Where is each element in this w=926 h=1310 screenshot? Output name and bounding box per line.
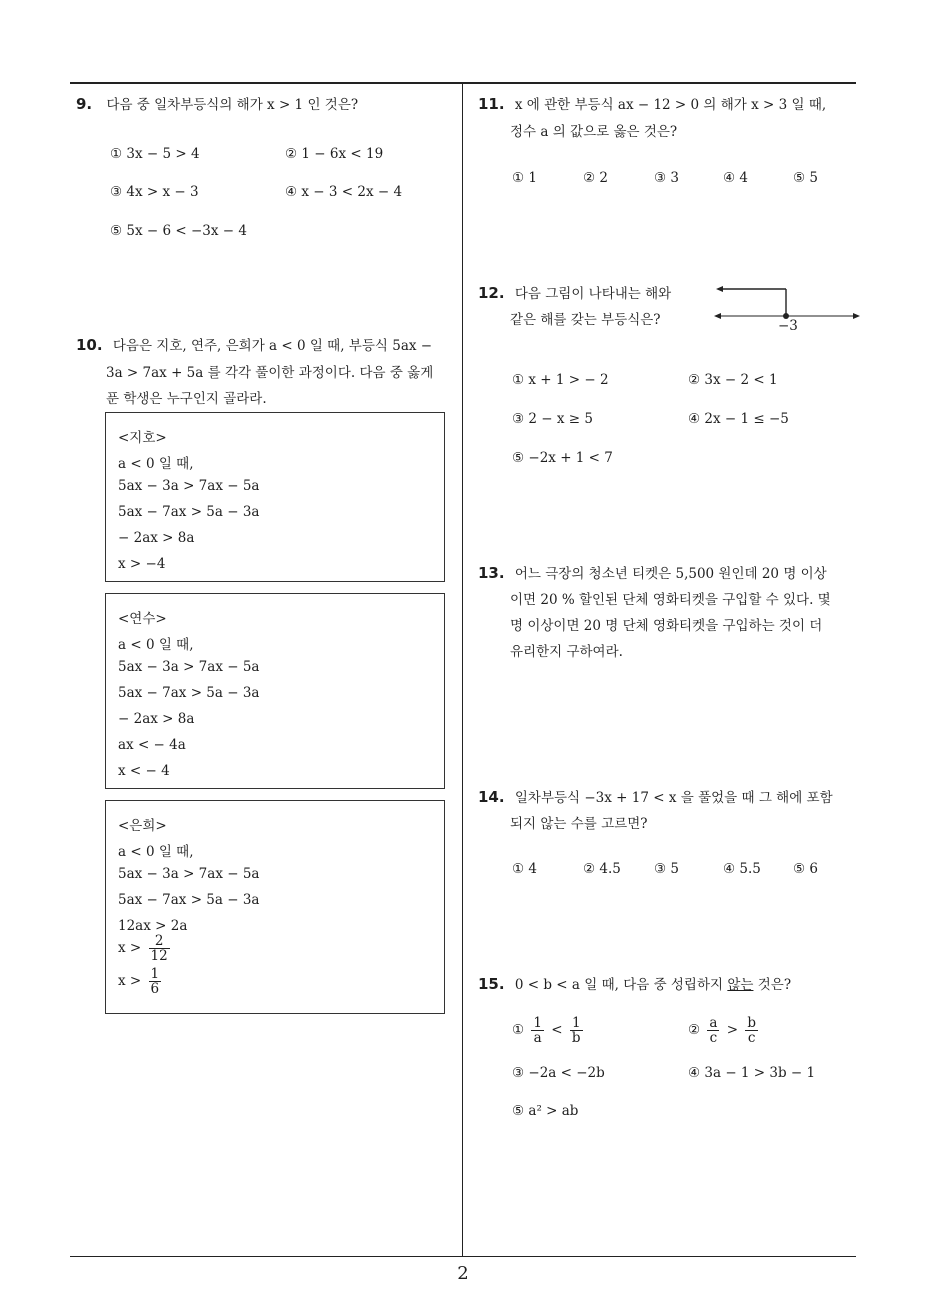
box-line: x > −4 [118,556,166,572]
option-4[interactable]: ④ 3a − 1 > 3b − 1 [688,1065,816,1081]
option-4[interactable]: ④ 5.5 [723,861,761,877]
question-text-line: 다음 그림이 나타내는 해와 [514,286,672,302]
option-3[interactable]: ③ −2a < −2b [512,1065,605,1081]
option-1[interactable]: ① x + 1 > − 2 [512,372,609,388]
box-line: a < 0 일 때, [118,456,194,472]
box-line: x < − 4 [118,763,170,779]
question-text-line: 유리한지 구하여라. [510,644,623,660]
box-fraction-line: x > $\frac{2}{12}$ [118,933,168,965]
box-line: 5ax − 7ax > 5a − 3a [118,685,260,701]
question-text: 다음 중 일차부등식의 해가 x > 1 인 것은? [106,97,359,113]
question-text-line: 어느 극장의 청소년 티켓은 5,500 원인데 20 명 이상 [514,566,827,582]
box-fraction-line: x > $\frac{1}{6}$ [118,966,160,998]
option-4[interactable]: ④ 2x − 1 ≤ −5 [688,411,789,427]
solution-box-eunhee [105,800,445,1014]
page-number: 2 [457,1263,469,1284]
box-line: 5ax − 3a > 7ax − 5a [118,866,260,882]
question-text-line: 다음은 지호, 연주, 은희가 a < 0 일 때, 부등식 5ax − [112,338,433,354]
box-line: a < 0 일 때, [118,637,194,653]
question-number: 12. [478,284,505,302]
question-text-line: 같은 해를 갖는 부등식은? [510,312,661,328]
option-5[interactable]: ⑤ a² > ab [512,1103,579,1119]
question-text-line: 되지 않는 수를 고르면? [510,816,648,832]
box-title: <은희> [118,818,167,834]
question-text-line: 푼 학생은 누구인지 골라라. [106,391,267,407]
question-text: 0 < b < a 일 때, 다음 중 성립하지 않는 것은? [514,977,792,993]
question-text-line: 3a > 7ax + 5a 를 각각 풀이한 과정이다. 다음 중 옳게 [106,365,434,381]
option-2[interactable]: ② 3x − 2 < 1 [688,372,778,388]
box-line: − 2ax > 8a [118,711,195,727]
option-1[interactable]: ① 3x − 5 > 4 [110,146,200,162]
option-2[interactable]: ② 2 [583,170,608,186]
option-2[interactable]: ② $\frac{a}{c}$ > $\frac{b}{c}$ [688,1015,757,1047]
option-3[interactable]: ③ 3 [654,170,679,186]
question-number: 10. [76,336,103,354]
question-number: 15. [478,975,505,993]
bottom-rule [70,1256,856,1257]
option-4[interactable]: ④ x − 3 < 2x − 4 [285,184,403,200]
box-line: 5ax − 7ax > 5a − 3a [118,504,260,520]
number-line-label: −3 [778,318,798,334]
box-line: − 2ax > 8a [118,530,195,546]
box-line: 5ax − 3a > 7ax − 5a [118,478,260,494]
option-1[interactable]: ① 1 [512,170,537,186]
question-number: 9. [76,95,93,113]
question-number: 14. [478,788,505,806]
option-2[interactable]: ② 1 − 6x < 19 [285,146,384,162]
option-5[interactable]: ⑤ −2x + 1 < 7 [512,450,613,466]
option-5[interactable]: ⑤ 6 [793,861,818,877]
option-4[interactable]: ④ 4 [723,170,748,186]
solution-box-jiho [105,412,445,582]
question-number: 11. [478,95,505,113]
option-5[interactable]: ⑤ 5 [793,170,818,186]
column-divider [462,84,463,1257]
option-1[interactable]: ① $\frac{1}{a}$ < $\frac{1}{b}$ [512,1015,581,1047]
question-text-line: x 에 관한 부등식 ax − 12 > 0 의 해가 x > 3 일 때, [514,97,827,113]
option-5[interactable]: ⑤ 5x − 6 < −3x − 4 [110,223,247,239]
box-line: 5ax − 3a > 7ax − 5a [118,659,260,675]
box-line: a < 0 일 때, [118,844,194,860]
box-title: <지호> [118,430,167,446]
question-text-line: 정수 a 의 값으로 옳은 것은? [510,124,678,140]
option-3[interactable]: ③ 5 [654,861,679,877]
option-3[interactable]: ③ 2 − x ≥ 5 [512,411,593,427]
box-line: ax < − 4a [118,737,186,753]
question-text-line: 일차부등식 −3x + 17 < x 을 풀었을 때 그 해에 포함 [514,790,833,806]
box-line: 5ax − 7ax > 5a − 3a [118,892,260,908]
box-title: <연수> [118,611,167,627]
question-number: 13. [478,564,505,582]
box-line: 12ax > 2a [118,918,188,934]
option-1[interactable]: ① 4 [512,861,537,877]
solution-box-yeonsu [105,593,445,789]
question-text-line: 명 이상이면 20 명 단체 영화티켓을 구입하는 것이 더 [510,618,823,634]
option-2[interactable]: ② 4.5 [583,861,621,877]
option-3[interactable]: ③ 4x > x − 3 [110,184,199,200]
question-text-line: 이면 20 % 할인된 단체 영화티켓을 구입할 수 있다. 몇 [510,592,831,608]
top-rule [70,82,856,84]
